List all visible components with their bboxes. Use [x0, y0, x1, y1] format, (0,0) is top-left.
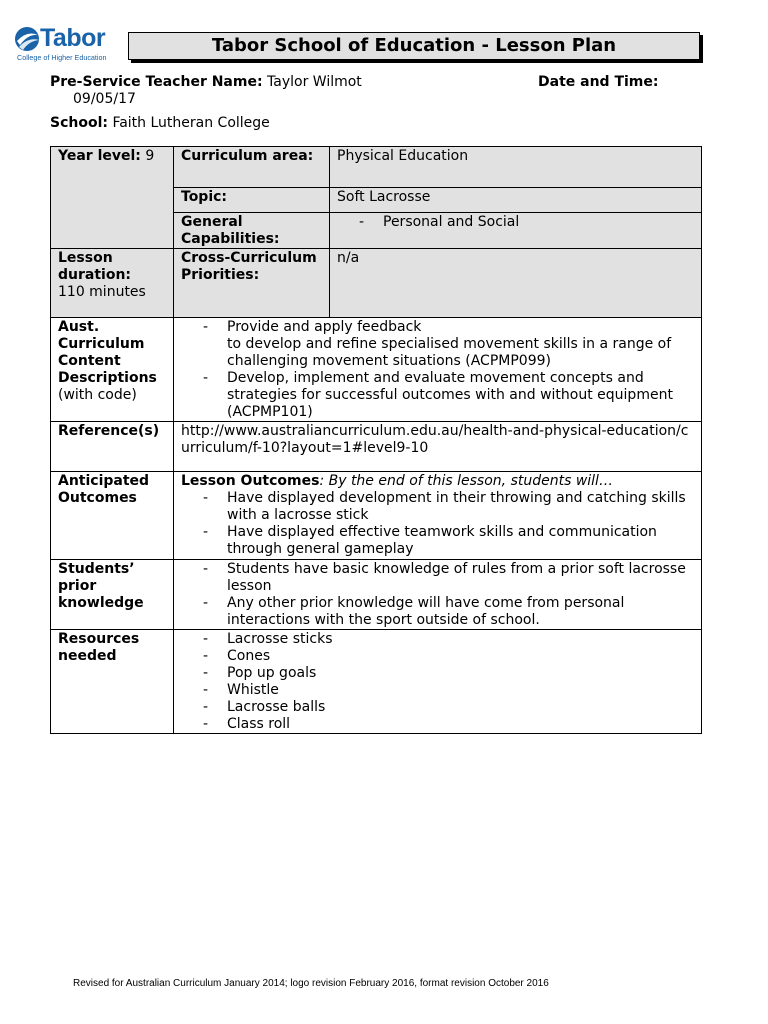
- curriculum-area-label: Curriculum area:: [174, 147, 330, 188]
- date-label: Date and Time:: [538, 74, 659, 90]
- resources-label: Resources needed: [51, 630, 174, 734]
- list-item: - Class roll: [227, 716, 694, 733]
- resources-cell: [174, 630, 702, 734]
- lesson-plan-table: [50, 146, 702, 734]
- footer-revision-note: Revised for Australian Curriculum January 2014; logo revision February 2016, format revision October 2016: [73, 978, 549, 989]
- table-row: [51, 422, 702, 472]
- topic-label: Topic:: [174, 188, 330, 213]
- table-row: [51, 147, 702, 188]
- duration-label: Lesson duration:: [58, 250, 132, 283]
- list-item: - Provide and apply feedback: [227, 319, 694, 336]
- list-item: - Have displayed effective teamwork skills and communication through general gameplay: [227, 524, 694, 558]
- cross-curriculum-label: Cross-Curriculum Priorities:: [174, 249, 330, 318]
- year-level-value: 9: [145, 148, 155, 164]
- year-level-cell: [51, 147, 174, 249]
- reference-link[interactable]: http://www.australiancurriculum.edu.au/health-and-physical-education/curriculum/f-10?layout=1#level9-10: [174, 422, 702, 472]
- content-continuation: to develop and refine specialised movement skills in a range of challenging movement situations (ACPMP099): [227, 336, 672, 369]
- school-value: Faith Lutheran College: [112, 115, 270, 131]
- list-item: - Cones: [227, 648, 694, 665]
- teacher-label: Pre-Service Teacher Name:: [50, 74, 263, 90]
- teacher-line: [50, 74, 362, 90]
- school-line: [50, 115, 270, 131]
- duration-cell: [51, 249, 174, 318]
- tabor-globe-icon: [14, 26, 40, 52]
- list-item: - Lacrosse balls: [227, 699, 694, 716]
- list-item: - Develop, implement and evaluate movement concepts and strategies for successful outcomes with and without equipment (ACPMP101): [227, 370, 694, 421]
- year-level-label: Year level:: [58, 148, 141, 164]
- list-item: - Pop up goals: [227, 665, 694, 682]
- curriculum-area-value: Physical Education: [330, 147, 702, 188]
- outcomes-cell: [174, 472, 702, 560]
- table-row: [51, 560, 702, 630]
- topic-value: Soft Lacrosse: [330, 188, 702, 213]
- content-descriptions-label: Aust. Curriculum Content Descriptions: [58, 319, 157, 386]
- outcomes-label: Anticipated Outcomes: [51, 472, 174, 560]
- duration-value: 110 minutes: [58, 284, 146, 300]
- title-box: [128, 32, 700, 60]
- outcomes-intro: Lesson Outcomes: By the end of this lesson, students will…: [181, 473, 613, 489]
- list-item: - Students have basic knowledge of rules from a prior soft lacrosse lesson: [227, 561, 694, 595]
- list-item: - Any other prior knowledge will have come from personal interactions with the sport outside of school.: [227, 595, 694, 629]
- prior-knowledge-cell: [174, 560, 702, 630]
- page-title: Tabor School of Education - Lesson Plan: [211, 35, 617, 56]
- prior-knowledge-label: Students’ prior knowledge: [51, 560, 174, 630]
- content-descriptions-sub: (with code): [58, 387, 137, 403]
- capabilities-label: General Capabilities:: [174, 213, 330, 249]
- date-value: 09/05/17: [73, 91, 136, 107]
- tabor-logo: [14, 26, 126, 66]
- table-row: [51, 318, 702, 422]
- list-item: - Personal and Social: [383, 214, 694, 231]
- list-item: - Have displayed development in their throwing and catching skills with a lacrosse stick: [227, 490, 694, 524]
- table-row: [51, 630, 702, 734]
- teacher-value: Taylor Wilmot: [267, 74, 362, 90]
- logo-wordmark: Tabor: [40, 24, 106, 52]
- table-row: [51, 472, 702, 560]
- content-descriptions-cell: [51, 318, 174, 422]
- table-row: [51, 249, 702, 318]
- content-descriptions-value: [174, 318, 702, 422]
- cross-curriculum-value: n/a: [330, 249, 702, 318]
- logo-subtitle: College of Higher Education: [17, 53, 107, 62]
- school-label: School:: [50, 115, 108, 131]
- reference-label: Reference(s): [51, 422, 174, 472]
- list-item: - Whistle: [227, 682, 694, 699]
- capabilities-cell: [330, 213, 702, 249]
- list-item: - Lacrosse sticks: [227, 631, 694, 648]
